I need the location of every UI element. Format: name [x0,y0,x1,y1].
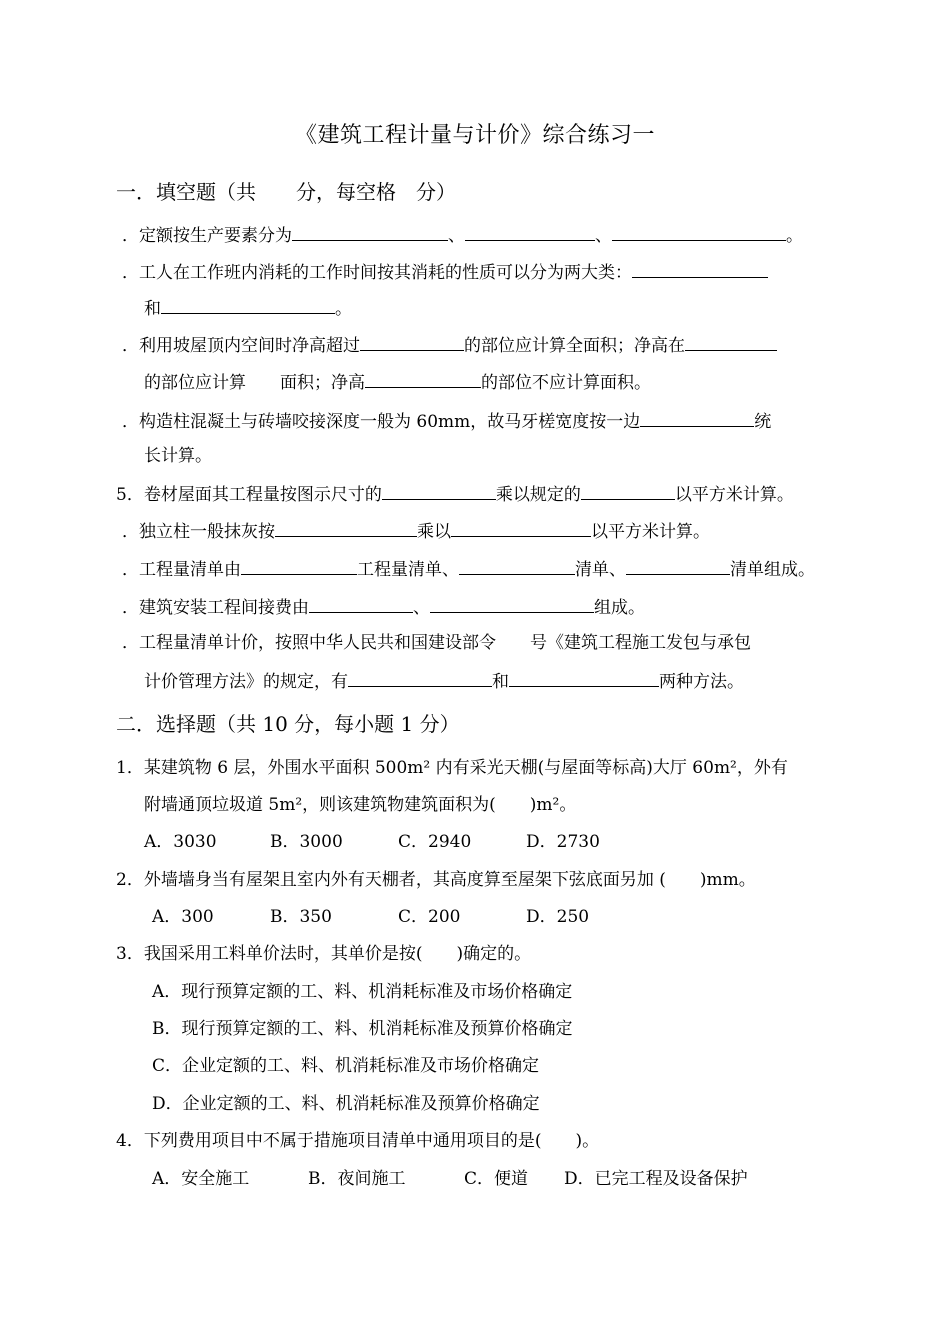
answer-blank [292,222,448,241]
question-1-5 [116,481,794,507]
answer-blank [275,518,417,537]
question-text: 统 [754,412,772,432]
question-text: 卷材屋面其工程量按图示尺寸的 [143,485,382,505]
answer-blank [509,668,659,687]
option-d: D．2730 [526,832,600,852]
question-1-1 [122,222,803,248]
question-text: 计价管理方法》的规定，有 [144,672,348,692]
question-text: 工人在工作班内消耗的工作时间按其消耗的性质可以分为两大类： [139,263,632,283]
question-1-2-cont [144,295,352,321]
answer-blank [632,259,768,278]
question-text: 某建筑物 6 层，外围水平面积 500m² 内有采光天棚(与屋面等标高)大厅 60m²，外有 [143,758,788,778]
question-text: 长计算。 [144,446,212,466]
option-a: A．现行预算定额的工、料、机消耗标准及市场价格确定 [152,982,573,1002]
options-2-2 [152,905,589,929]
question-1-3 [122,332,777,358]
question-text: 乘以规定的 [495,485,581,505]
question-text: 下列费用项目中不属于措施项目清单中通用项目的是( )。 [143,1131,600,1151]
question-number: 4． [116,1131,144,1151]
section-heading-multiple-choice: 二．选择题（共 10 分，每小题 1 分） [116,712,460,736]
document-title: 《建筑工程计量与计价》综合练习一 [294,123,655,148]
question-1-9 [122,631,751,655]
answer-blank [161,295,335,314]
question-text: 建筑安装工程间接费由 [139,598,309,618]
option-c: C．企业定额的工、料、机消耗标准及市场价格确定 [152,1056,540,1076]
question-1-3-cont [144,369,651,395]
answer-blank [465,222,595,241]
option-b: B．现行预算定额的工、料、机消耗标准及预算价格确定 [152,1019,573,1039]
question-number: 3． [116,944,144,964]
question-1-4-cont [144,444,212,468]
question-text: 和 [492,672,509,692]
question-text: 工程量清单、 [357,560,459,580]
question-1-4 [122,408,771,434]
question-text: 工程量清单计价，按照中华人民共和国建设部令 号《建筑工程施工发包与承包 [139,633,751,653]
option-c: C．便道 [464,1169,529,1189]
question-text: 以平方米计算。 [591,522,710,542]
option-c: C．200 [398,907,461,927]
question-text: 的部位应计算 面积；净高 [144,373,365,393]
question-text: 定额按生产要素分为 [139,226,292,246]
question-number: ． [122,522,139,542]
question-text: 的部位不应计算面积。 [481,373,651,393]
option-d: D．250 [526,907,590,927]
question-2-1-cont [144,793,576,817]
question-number: ． [122,263,139,283]
option-a: A．安全施工 [152,1169,250,1189]
answer-blank [612,222,786,241]
answer-blank [241,556,357,575]
separator: 、 [448,226,465,246]
separator: 、 [413,598,430,618]
question-number: 2． [116,870,144,890]
question-number: ． [122,226,139,246]
option-c: C．2940 [398,832,472,852]
section-heading-fill-in: 一．填空题（共 分，每空格 分） [116,180,456,204]
answer-blank [348,668,492,687]
question-text: 清单、 [575,560,626,580]
question-number: ． [122,633,139,653]
options-2-1 [144,830,600,854]
question-2-3 [116,942,531,966]
option-b: B．夜间施工 [308,1169,406,1189]
question-number: ． [122,598,139,618]
answer-blank [640,408,754,427]
answer-blank [459,556,575,575]
option-a: A．3030 [144,832,217,852]
question-2-2 [116,868,756,892]
question-text: 构造柱混凝土与砖墙咬接深度一般为 60mm，故马牙槎宽度按一边 [139,412,641,432]
question-text: 利用坡屋顶内空间时净高超过 [139,336,360,356]
punctuation: 。 [786,226,803,246]
punctuation: 。 [335,299,352,319]
question-text: 乘以 [417,522,451,542]
question-2-1 [116,756,788,780]
question-number: ． [122,412,139,432]
answer-blank [309,594,413,613]
question-text: 独立柱一般抹灰按 [139,522,275,542]
question-text: 我国采用工料单价法时，其单价是按( )确定的。 [143,944,532,964]
separator: 、 [595,226,612,246]
question-text: 附墙通顶垃圾道 5m²，则该建筑物建筑面积为( )m²。 [144,795,577,815]
question-number: ． [122,560,139,580]
question-text: 的部位应计算全面积；净高在 [464,336,685,356]
answer-blank [365,369,481,388]
question-text: 清单组成。 [730,560,815,580]
question-1-9-cont [144,668,744,694]
question-text: 两种方法。 [659,672,744,692]
question-text: 以平方米计算。 [674,485,794,505]
answer-blank [382,481,496,500]
question-1-7 [122,556,815,582]
answer-blank [451,518,591,537]
question-text: 和 [144,299,161,319]
answer-blank [360,332,464,351]
question-1-2 [122,259,768,285]
question-1-8 [122,594,645,620]
question-2-4 [116,1129,599,1153]
question-1-6 [122,518,710,544]
option-b: B．3000 [270,832,343,852]
option-a: A．300 [152,907,214,927]
question-number: ． [122,336,139,356]
answer-blank [685,332,777,351]
question-number: 1． [116,758,144,778]
option-d: D．已完工程及设备保护 [564,1169,748,1189]
question-text: 组成。 [594,598,645,618]
answer-blank [430,594,594,613]
options-2-4 [152,1167,748,1191]
answer-blank [581,481,675,500]
option-b: B．350 [270,907,332,927]
question-number: 5． [116,485,144,505]
question-text: 工程量清单由 [139,560,241,580]
question-text: 外墙墙身当有屋架且室内外有天棚者，其高度算至屋架下弦底面另加 ( )mm。 [143,870,756,890]
answer-blank [626,556,730,575]
option-d: D．企业定额的工、料、机消耗标准及预算价格确定 [152,1094,540,1114]
